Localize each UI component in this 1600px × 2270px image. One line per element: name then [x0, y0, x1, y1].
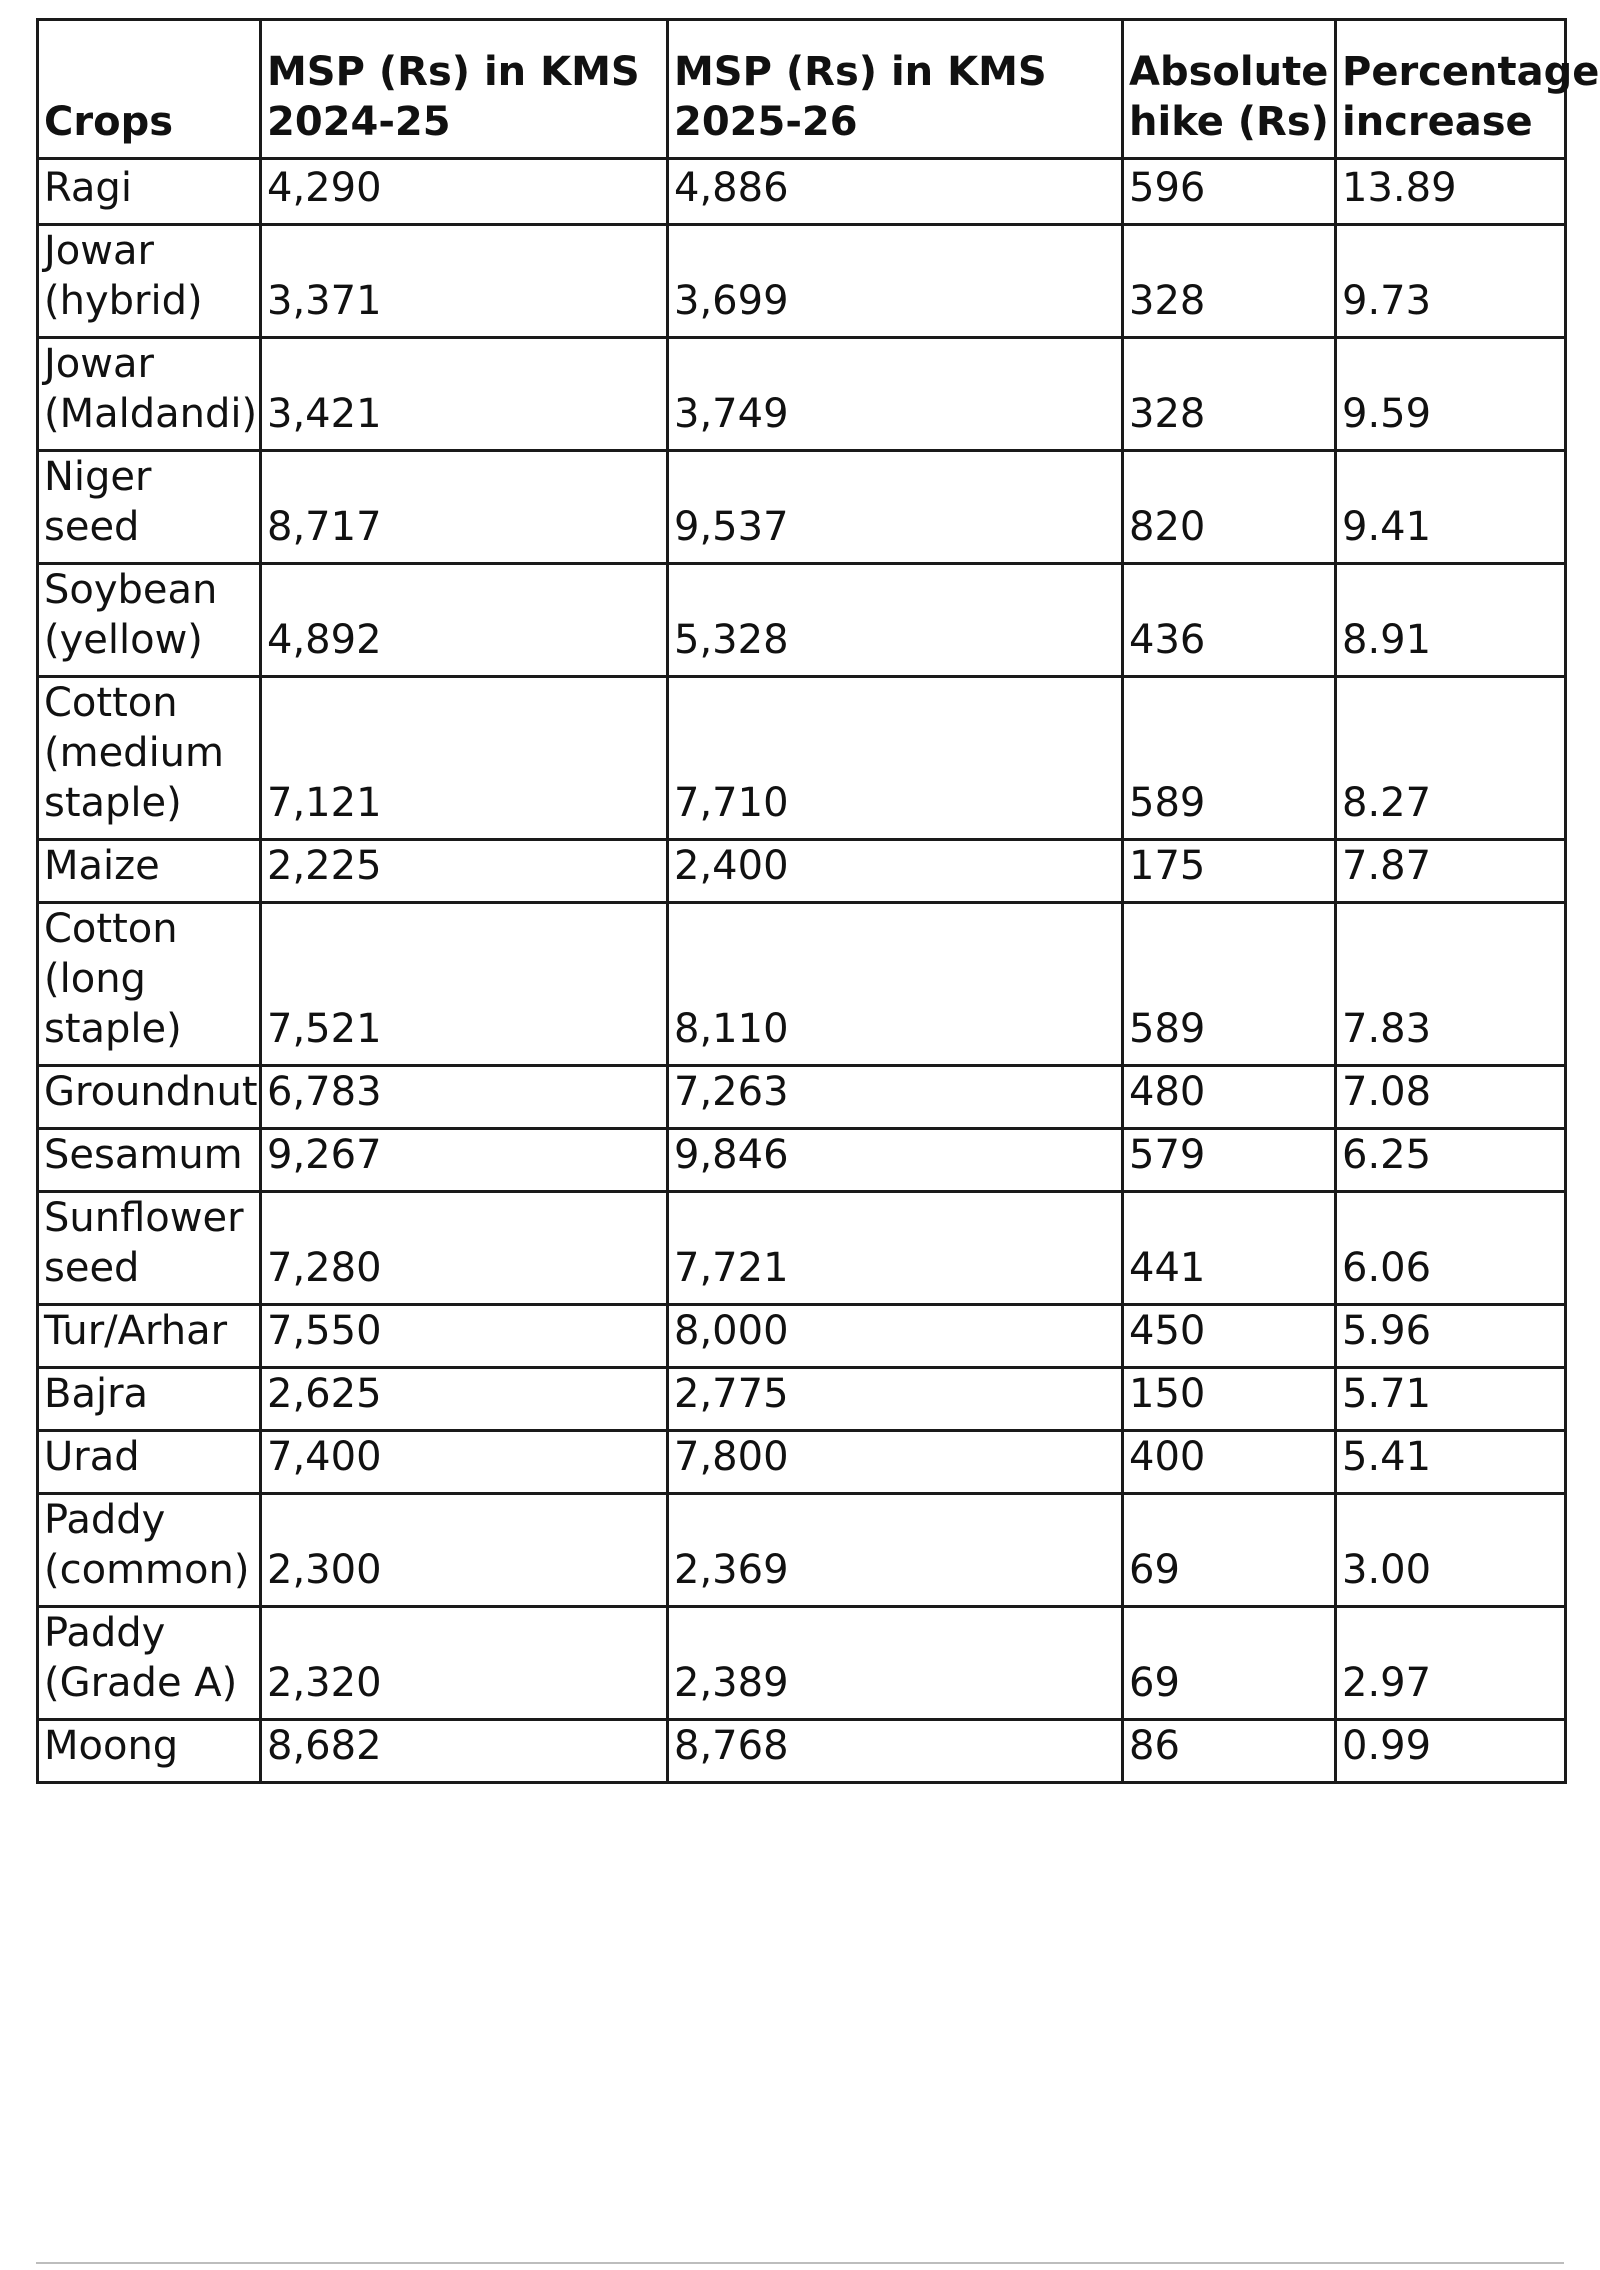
absolute-hike-cell: 589: [1123, 677, 1336, 840]
crop-name-cell: Jowar (hybrid): [38, 225, 261, 338]
table-row: [38, 1494, 1566, 1607]
absolute-hike-cell: 480: [1123, 1066, 1336, 1129]
percentage-increase-cell: 8.27: [1336, 677, 1566, 840]
header-crops: Crops: [38, 20, 261, 159]
header-absolute-hike: Absolute hike (Rs): [1123, 20, 1336, 159]
msp-2025-26-cell: 7,800: [668, 1431, 1123, 1494]
msp-2025-26-cell: 9,846: [668, 1129, 1123, 1192]
table-row: [38, 451, 1566, 564]
crop-name-cell: Paddy (common): [38, 1494, 261, 1607]
msp-2024-25-cell: 7,121: [261, 677, 668, 840]
absolute-hike-cell: 820: [1123, 451, 1336, 564]
crop-name-cell: Urad: [38, 1431, 261, 1494]
crop-name-cell: Bajra: [38, 1368, 261, 1431]
percentage-increase-cell: 5.96: [1336, 1305, 1566, 1368]
msp-2025-26-cell: 8,000: [668, 1305, 1123, 1368]
percentage-increase-cell: 9.41: [1336, 451, 1566, 564]
crop-name-cell: Jowar (Maldandi): [38, 338, 261, 451]
percentage-increase-cell: 7.83: [1336, 903, 1566, 1066]
crop-name-cell: Niger seed: [38, 451, 261, 564]
crop-name-cell: Paddy (Grade A): [38, 1607, 261, 1720]
msp-2024-25-cell: 8,717: [261, 451, 668, 564]
percentage-increase-cell: 6.06: [1336, 1192, 1566, 1305]
table-row: [38, 1368, 1566, 1431]
percentage-increase-cell: 6.25: [1336, 1129, 1566, 1192]
msp-2025-26-cell: 2,369: [668, 1494, 1123, 1607]
msp-2024-25-cell: 8,682: [261, 1720, 668, 1783]
msp-2024-25-cell: 2,300: [261, 1494, 668, 1607]
msp-2025-26-cell: 3,749: [668, 338, 1123, 451]
absolute-hike-cell: 328: [1123, 338, 1336, 451]
msp-2025-26-cell: 9,537: [668, 451, 1123, 564]
table-row: [38, 677, 1566, 840]
table-header: [38, 20, 1600, 159]
absolute-hike-cell: 400: [1123, 1431, 1336, 1494]
table-row: [38, 1607, 1566, 1720]
crop-name-cell: Soybean (yellow): [38, 564, 261, 677]
msp-2024-25-cell: 6,783: [261, 1066, 668, 1129]
table-row: [38, 1431, 1566, 1494]
msp-2025-26-cell: 7,721: [668, 1192, 1123, 1305]
header-percentage-increase: Percentage increase: [1336, 20, 1566, 159]
table-row: [38, 1129, 1566, 1192]
percentage-increase-cell: 7.87: [1336, 840, 1566, 903]
msp-2025-26-cell: 5,328: [668, 564, 1123, 677]
crop-name-cell: Moong: [38, 1720, 261, 1783]
msp-2024-25-cell: 4,892: [261, 564, 668, 677]
percentage-increase-cell: 0.99: [1336, 1720, 1566, 1783]
table-row: [38, 840, 1566, 903]
absolute-hike-cell: 596: [1123, 159, 1336, 225]
table-row: [38, 1720, 1566, 1783]
absolute-hike-cell: 450: [1123, 1305, 1336, 1368]
percentage-increase-cell: 13.89: [1336, 159, 1566, 225]
header-msp-2024-25: MSP (Rs) in KMS 2024-25: [261, 20, 668, 159]
table-row: [38, 1192, 1566, 1305]
msp-table: [36, 18, 1600, 1784]
table-row: [38, 338, 1566, 451]
table-row: [38, 903, 1566, 1066]
crop-name-cell: Groundnut: [38, 1066, 261, 1129]
table-row: [38, 1305, 1566, 1368]
percentage-increase-cell: 8.91: [1336, 564, 1566, 677]
absolute-hike-cell: 150: [1123, 1368, 1336, 1431]
msp-2024-25-cell: 9,267: [261, 1129, 668, 1192]
absolute-hike-cell: 436: [1123, 564, 1336, 677]
table-row: [38, 159, 1566, 225]
msp-2025-26-cell: 7,263: [668, 1066, 1123, 1129]
msp-2025-26-cell: 8,110: [668, 903, 1123, 1066]
absolute-hike-cell: 86: [1123, 1720, 1336, 1783]
crop-name-cell: Maize: [38, 840, 261, 903]
msp-2025-26-cell: 8,768: [668, 1720, 1123, 1783]
absolute-hike-cell: 175: [1123, 840, 1336, 903]
crop-name-cell: Sunflower seed: [38, 1192, 261, 1305]
msp-2024-25-cell: 4,290: [261, 159, 668, 225]
msp-2024-25-cell: 2,625: [261, 1368, 668, 1431]
msp-2024-25-cell: 3,421: [261, 338, 668, 451]
table-row: [38, 1066, 1566, 1129]
msp-2025-26-cell: 2,389: [668, 1607, 1123, 1720]
percentage-increase-cell: 3.00: [1336, 1494, 1566, 1607]
percentage-increase-cell: 5.41: [1336, 1431, 1566, 1494]
msp-2024-25-cell: 3,371: [261, 225, 668, 338]
msp-2024-25-cell: 2,225: [261, 840, 668, 903]
percentage-increase-cell: 9.73: [1336, 225, 1566, 338]
bottom-divider: [36, 2262, 1564, 2264]
absolute-hike-cell: 589: [1123, 903, 1336, 1066]
msp-2024-25-cell: 7,550: [261, 1305, 668, 1368]
msp-2025-26-cell: 3,699: [668, 225, 1123, 338]
msp-2024-25-cell: 7,400: [261, 1431, 668, 1494]
percentage-increase-cell: 2.97: [1336, 1607, 1566, 1720]
header-row: [38, 20, 1566, 159]
table-body: [38, 159, 1566, 1783]
crop-name-cell: Cotton (medium staple): [38, 677, 261, 840]
msp-2025-26-cell: 2,775: [668, 1368, 1123, 1431]
table-row: [38, 225, 1566, 338]
msp-2024-25-cell: 7,521: [261, 903, 668, 1066]
header-msp-2025-26: MSP (Rs) in KMS 2025-26: [668, 20, 1123, 159]
percentage-increase-cell: 9.59: [1336, 338, 1566, 451]
crop-name-cell: Ragi: [38, 159, 261, 225]
msp-2024-25-cell: 2,320: [261, 1607, 668, 1720]
msp-2025-26-cell: 4,886: [668, 159, 1123, 225]
absolute-hike-cell: 69: [1123, 1494, 1336, 1607]
crop-name-cell: Tur/Arhar: [38, 1305, 261, 1368]
absolute-hike-cell: 69: [1123, 1607, 1336, 1720]
crop-name-cell: Cotton (long staple): [38, 903, 261, 1066]
msp-2025-26-cell: 2,400: [668, 840, 1123, 903]
percentage-increase-cell: 5.71: [1336, 1368, 1566, 1431]
msp-2024-25-cell: 7,280: [261, 1192, 668, 1305]
absolute-hike-cell: 579: [1123, 1129, 1336, 1192]
table-row: [38, 564, 1566, 677]
crop-name-cell: Sesamum: [38, 1129, 261, 1192]
percentage-increase-cell: 7.08: [1336, 1066, 1566, 1129]
absolute-hike-cell: 328: [1123, 225, 1336, 338]
msp-2025-26-cell: 7,710: [668, 677, 1123, 840]
absolute-hike-cell: 441: [1123, 1192, 1336, 1305]
